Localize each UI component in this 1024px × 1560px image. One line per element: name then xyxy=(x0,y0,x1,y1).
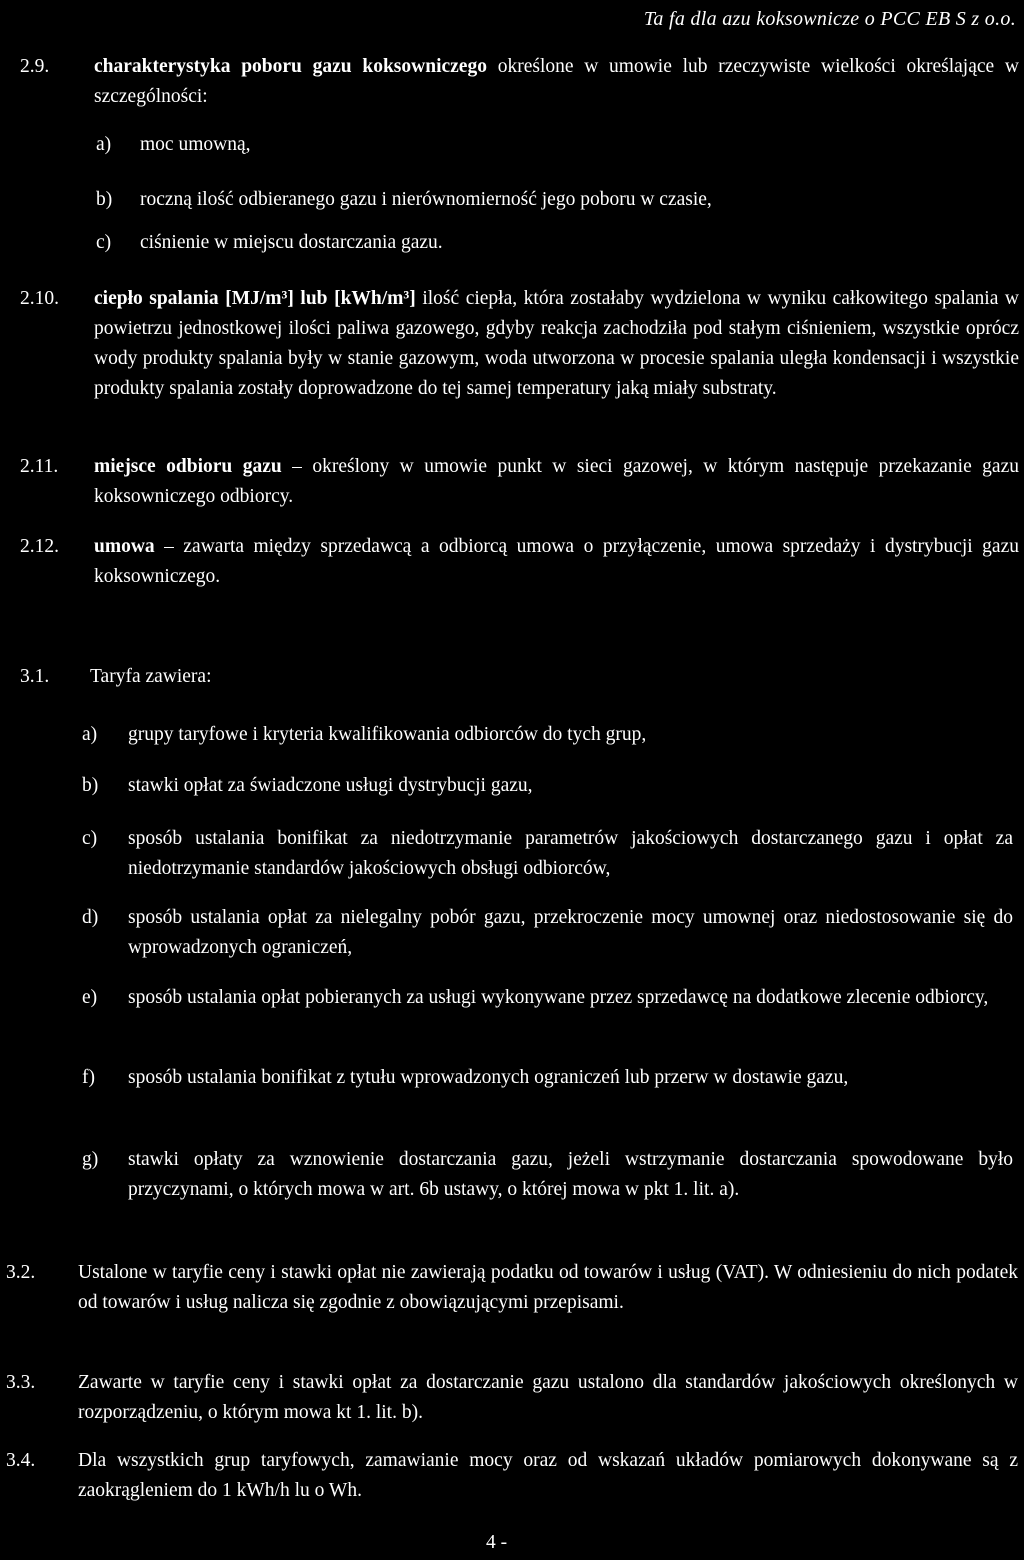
term-2-9: charakterystyka poboru gazu koksowniczego xyxy=(94,56,487,77)
list-item: stawki opłat za świadczone usługi dystrybucji gazu, xyxy=(128,775,533,796)
list-item: grupy taryfowe i kryteria kwalifikowania odbiorców do tych grup, xyxy=(128,724,647,745)
list-letter: d) xyxy=(82,907,99,928)
section-3-2-text: Ustalone w taryfie ceny i stawki opłat nie zawierają podatku od towarów i usług (VAT). W odniesieniu do nich podatek od towarów i usług nalicza się zgodnie z obowiązującymi przepisami. xyxy=(78,1262,1018,1313)
page-header: Ta fa dla azu koksownicze o PCC EB S z o.o. xyxy=(643,8,1016,30)
section-3-1-text: Taryfa zawiera: xyxy=(90,666,212,687)
section-3-4-text: Dla wszystkich grup taryfowych, zamawianie mocy oraz od wskazań układów pomiarowych dokonywane są z zaokrągleniem do 1 kWh/h lu o Wh. xyxy=(78,1450,1018,1501)
list-item: sposób ustalania bonifikat z tytułu wprowadzonych ograniczeń lub przerw w dostawie gazu, xyxy=(128,1067,849,1088)
section-number-3-4: 3.4. xyxy=(6,1450,36,1471)
list-item: stawki opłaty za wznowienie dostarczania gazu, jeżeli wstrzymanie dostarczania spowodowane było przyczynami, o których mowa w art. 6b ustawy, o której mowa w pkt 1. lit. a). xyxy=(128,1149,1013,1200)
definition-2-11 xyxy=(94,452,1019,512)
section-number-3-3: 3.3. xyxy=(6,1372,36,1393)
list-letter: g) xyxy=(82,1149,99,1170)
list-letter: c) xyxy=(82,828,98,849)
page-number: 4 - xyxy=(486,1532,508,1553)
list-item: sposób ustalania opłat za nielegalny pobór gazu, przekroczenie mocy umownej oraz niedostosowanie się do wprowadzonych ograniczeń, xyxy=(128,907,1013,958)
term-2-12: umowa xyxy=(94,536,155,557)
list-letter: c) xyxy=(96,232,112,253)
section-3-3-text: Zawarte w taryfie ceny i stawki opłat za dostarczanie gazu ustalono dla standardów jakościowych określonych w rozporządzeniu, o którym mowa kt 1. lit. b). xyxy=(78,1372,1018,1423)
list-item: ciśnienie w miejscu dostarczania gazu. xyxy=(140,232,443,253)
section-number-2-9: 2.9. xyxy=(20,56,50,77)
list-letter: b) xyxy=(96,189,113,210)
list-letter: e) xyxy=(82,987,98,1008)
section-number-3-1: 3.1. xyxy=(20,666,50,687)
section-number-2-12: 2.12. xyxy=(20,536,59,557)
list-item: sposób ustalania bonifikat za niedotrzymanie parametrów jakościowych dostarczanego gazu i opłat za niedotrzymanie standardów jakościowych obsługi odbiorców, xyxy=(128,828,1013,879)
section-number-3-2: 3.2. xyxy=(6,1262,36,1283)
list-item: roczną ilość odbieranego gazu i nierównomierność jego poboru w czasie, xyxy=(140,189,712,210)
definition-2-11-text: – określony w umowie punkt w sieci gazowej, w którym następuje przekazanie gazu koksowniczego odbiorcy. xyxy=(94,456,1019,507)
section-number-2-10: 2.10. xyxy=(20,288,59,309)
list-letter: a) xyxy=(82,724,98,745)
definition-2-10 xyxy=(94,284,1019,404)
definition-2-12 xyxy=(94,532,1019,592)
term-2-11: miejsce odbioru gazu xyxy=(94,456,282,477)
term-2-10: ciepło spalania [MJ/m³] lub [kWh/m³] xyxy=(94,288,416,309)
section-number-2-11: 2.11. xyxy=(20,456,59,477)
definition-2-10-text: ilość ciepła, która zostałaby wydzielona w wyniku całkowitego spalania w powietrzu jednostkowej ilości paliwa gazowego, gdyby reakcja zachodziła pod stałym ciśnieniem, wszystkie oprócz wody produkty spalania były w stanie gazowym, woda utworzona w procesie spalania uległa kondensacji i wszystkie produkty spalania zostały doprowadzone do tej samej temperatury jaką miały substraty. xyxy=(94,288,1019,399)
list-letter: f) xyxy=(82,1067,95,1088)
list-item: sposób ustalania opłat pobieranych za usługi wykonywane przez sprzedawcę na dodatkowe zlecenie odbiorcy, xyxy=(128,987,989,1008)
list-item: moc umowną, xyxy=(140,134,251,155)
list-letter: a) xyxy=(96,134,112,155)
list-letter: b) xyxy=(82,775,99,796)
definition-2-9-text: określone w umowie lub rzeczywiste wielkości określające w szczególności: xyxy=(94,56,1019,107)
definition-2-9 xyxy=(94,52,1019,112)
definition-2-12-text: – zawarta między sprzedawcą a odbiorcą umowa o przyłączenie, umowa sprzedaży i dystrybucji gazu koksowniczego. xyxy=(94,536,1019,587)
